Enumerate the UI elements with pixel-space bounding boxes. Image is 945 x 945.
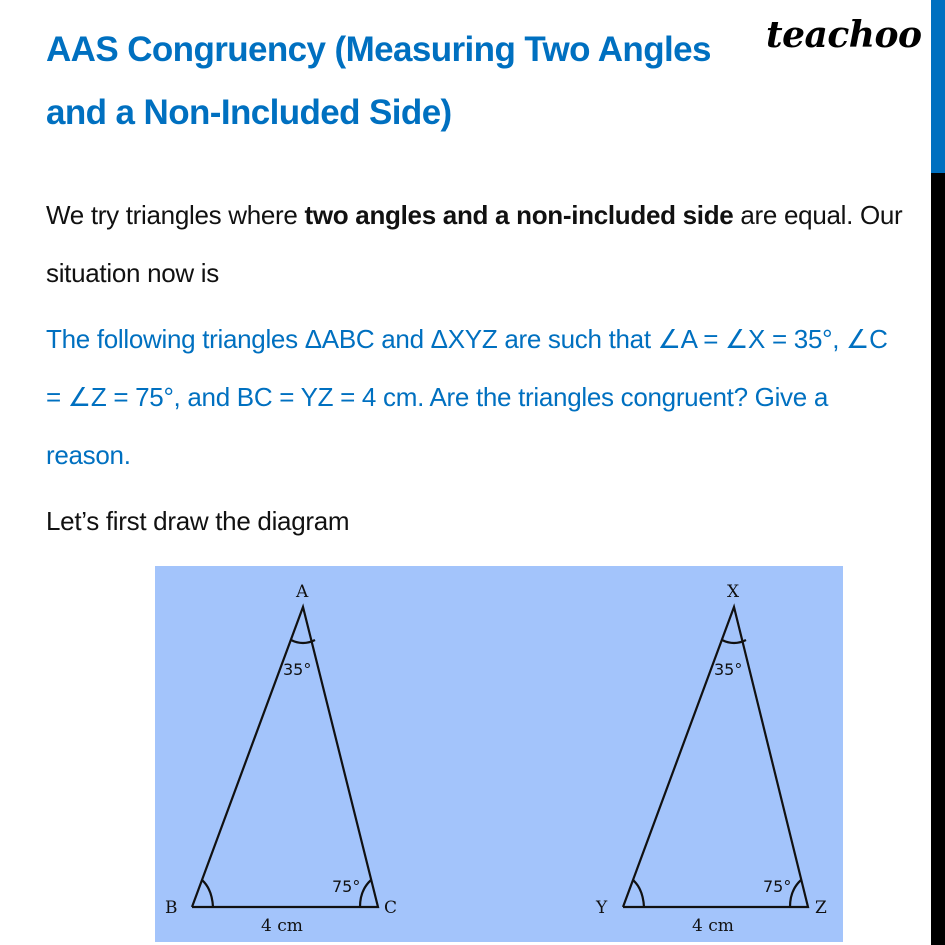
vertex-label-a: A: [296, 582, 309, 602]
question-paragraph: The following triangles ΔABC and ΔXYZ are such that ∠A = ∠X = 35°, ∠C = ∠Z = 75°, and BC = YZ = 4 cm. Are the triangles congruent? Give a reason.: [46, 324, 888, 470]
angle-arc-b: [202, 880, 213, 907]
triangle-abc: [192, 607, 378, 907]
page-title-line2: and a Non-Included Side): [46, 93, 452, 132]
side-scrollbar[interactable]: [931, 0, 945, 945]
page-title-line1: AAS Congruency (Measuring Two Angles: [46, 30, 711, 69]
vertex-label-c: C: [384, 898, 398, 918]
draw-instruction: Let’s first draw the diagram: [46, 506, 350, 536]
angle-arc-a: [291, 640, 315, 643]
angle-arc-x: [722, 640, 746, 643]
intro-text-bold: two angles and a non-included side: [304, 200, 734, 230]
teachoo-logo: teachoo: [766, 14, 922, 56]
angle-arc-z: [790, 880, 801, 907]
vertex-label-x: X: [727, 582, 740, 602]
intro-text-after: are equal. Our situation now is: [46, 200, 903, 288]
side-scrollbar-thumb[interactable]: [931, 0, 945, 173]
intro-text-before: We try triangles where: [46, 200, 305, 230]
intro-paragraph: [46, 186, 906, 302]
angle-label-c: 75°: [332, 877, 361, 896]
vertex-label-z: Z: [815, 898, 827, 918]
triangles-svg: [155, 566, 843, 942]
triangle-diagram: [155, 566, 843, 942]
vertex-label-b: B: [165, 898, 178, 918]
angle-label-a: 35°: [283, 660, 312, 679]
vertex-label-y: Y: [596, 898, 608, 918]
side-label-yz: 4 cm: [692, 916, 734, 936]
angle-label-x: 35°: [714, 660, 743, 679]
angle-arc-y: [633, 880, 644, 907]
page-title: [46, 18, 766, 144]
side-label-bc: 4 cm: [261, 916, 303, 936]
angle-label-z: 75°: [763, 877, 792, 896]
triangle-xyz: [623, 607, 808, 907]
angle-arc-c: [360, 880, 371, 907]
